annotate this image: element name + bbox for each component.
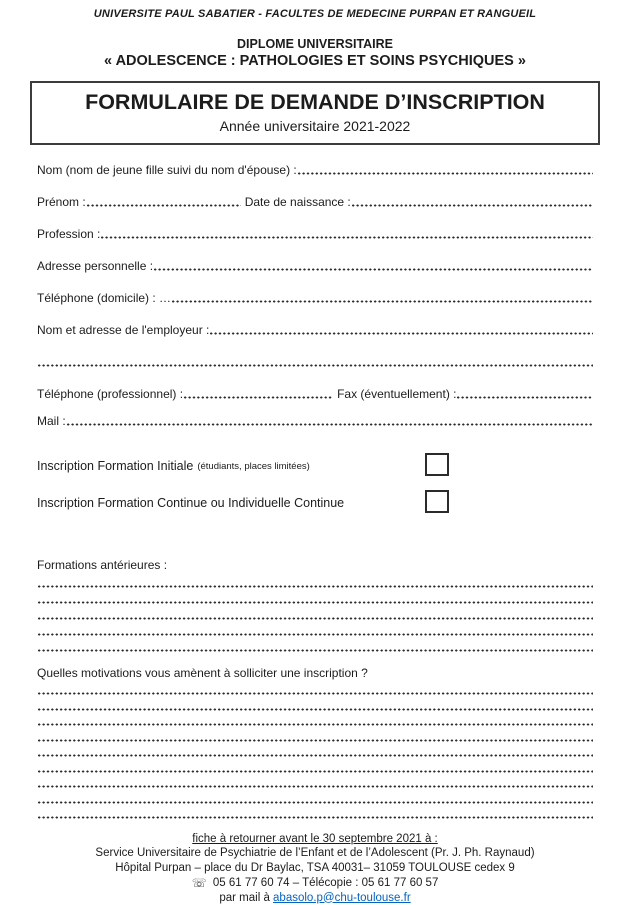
profession-dotted-line — [100, 224, 593, 241]
mail-line — [0, 891, 630, 905]
dotted-answer-line — [37, 638, 593, 654]
fax-dotted-line — [456, 384, 593, 401]
email-link[interactable]: abasolo.p@chu-toulouse.fr — [273, 892, 411, 904]
field-tel-domicile — [37, 288, 593, 305]
inscription-continue-checkbox[interactable] — [425, 490, 449, 513]
motivations-label: Quelles motivations vous amènent à solliciter une inscription ? — [37, 666, 593, 681]
naissance-dotted-line — [351, 192, 593, 209]
profession-label: Profession : — [37, 227, 100, 241]
service-line: Service Universitaire de Psychiatrie de l’Enfant et de l’Adolescent (Pr. J. Ph. Raynaud) — [0, 846, 630, 861]
dotted-answer-line — [37, 590, 593, 606]
formations-label: Formations antérieures : — [37, 558, 593, 573]
field-prenom-naissance — [37, 192, 593, 209]
tel-pro-dotted-line — [183, 384, 333, 401]
prenom-dotted-line — [86, 192, 241, 209]
inscription-initiale-label: Inscription Formation Initiale — [37, 459, 193, 473]
inscription-initiale-note: (étudiants, places limitées) — [197, 461, 309, 472]
dotted-answer-line — [37, 744, 593, 760]
dotted-answer-line — [37, 698, 593, 714]
dotted-answer-line — [37, 622, 593, 638]
inscription-continue-row — [37, 490, 593, 515]
mail-label: Mail : — [37, 414, 66, 428]
nom-dotted-line — [297, 160, 593, 177]
mail-prefix: par mail à — [219, 892, 273, 904]
mail-dotted-line — [66, 411, 593, 428]
employeur-dotted-line-2 — [37, 352, 593, 369]
field-tel-pro-fax — [37, 384, 593, 401]
adresse-dotted-line — [153, 256, 593, 273]
employeur-label: Nom et adresse de l'employeur : — [37, 323, 209, 337]
university-header: UNIVERSITE PAUL SABATIER - FACULTES DE MEDECINE PURPAN ET RANGUEIL — [0, 0, 630, 20]
tel-domicile-label: Téléphone (domicile) : … — [37, 291, 171, 305]
naissance-label: Date de naissance : — [245, 195, 351, 209]
prenom-label: Prénom : — [37, 195, 86, 209]
tel-domicile-dotted-line — [171, 288, 593, 305]
inscription-initiale-row — [37, 453, 593, 478]
field-profession — [37, 224, 593, 241]
tel-pro-label: Téléphone (professionnel) : — [37, 387, 183, 401]
form-title: FORMULAIRE DE DEMANDE D’INSCRIPTION — [32, 90, 598, 115]
dotted-answer-line — [37, 606, 593, 622]
address-line: Hôpital Purpan – place du Dr Baylac, TSA 40031– 31059 TOULOUSE cedex 9 — [0, 861, 630, 876]
title-box — [30, 81, 600, 145]
phone-numbers: 05 61 77 60 74 – Télécopie : 05 61 77 60 57 — [213, 877, 439, 889]
field-employeur-continuation — [37, 352, 593, 369]
dotted-answer-line — [37, 729, 593, 745]
footer — [0, 832, 630, 905]
dotted-answer-line — [37, 791, 593, 807]
phone-line — [0, 875, 630, 891]
dotted-answer-line — [37, 574, 593, 590]
employeur-dotted-line — [209, 320, 593, 337]
field-nom — [37, 160, 593, 177]
fax-label: Fax (éventuellement) : — [337, 387, 456, 401]
nom-label: Nom (nom de jeune fille suivi du nom d'épouse) : — [37, 163, 297, 177]
motivations-answer-area — [37, 682, 593, 822]
field-adresse — [37, 256, 593, 273]
program-title: « ADOLESCENCE : PATHOLOGIES ET SOINS PSYCHIQUES » — [0, 53, 630, 69]
inscription-continue-label: Inscription Formation Continue ou Individuelle Continue — [37, 496, 344, 510]
academic-year: Année universitaire 2021-2022 — [32, 118, 598, 134]
dotted-answer-line — [37, 713, 593, 729]
dotted-answer-line — [37, 806, 593, 822]
telephone-icon: ☏ — [192, 876, 207, 890]
formations-answer-area — [37, 574, 593, 654]
field-employeur — [37, 320, 593, 337]
field-mail — [37, 411, 593, 428]
dotted-answer-line — [37, 760, 593, 776]
dotted-answer-line — [37, 775, 593, 791]
adresse-label: Adresse personnelle : — [37, 259, 153, 273]
dotted-answer-line — [37, 682, 593, 698]
form-body — [37, 160, 593, 822]
diploma-title: DIPLOME UNIVERSITAIRE — [0, 37, 630, 51]
inscription-initiale-checkbox[interactable] — [425, 453, 449, 476]
return-instruction: fiche à retourner avant le 30 septembre 2021 à : — [0, 832, 630, 847]
